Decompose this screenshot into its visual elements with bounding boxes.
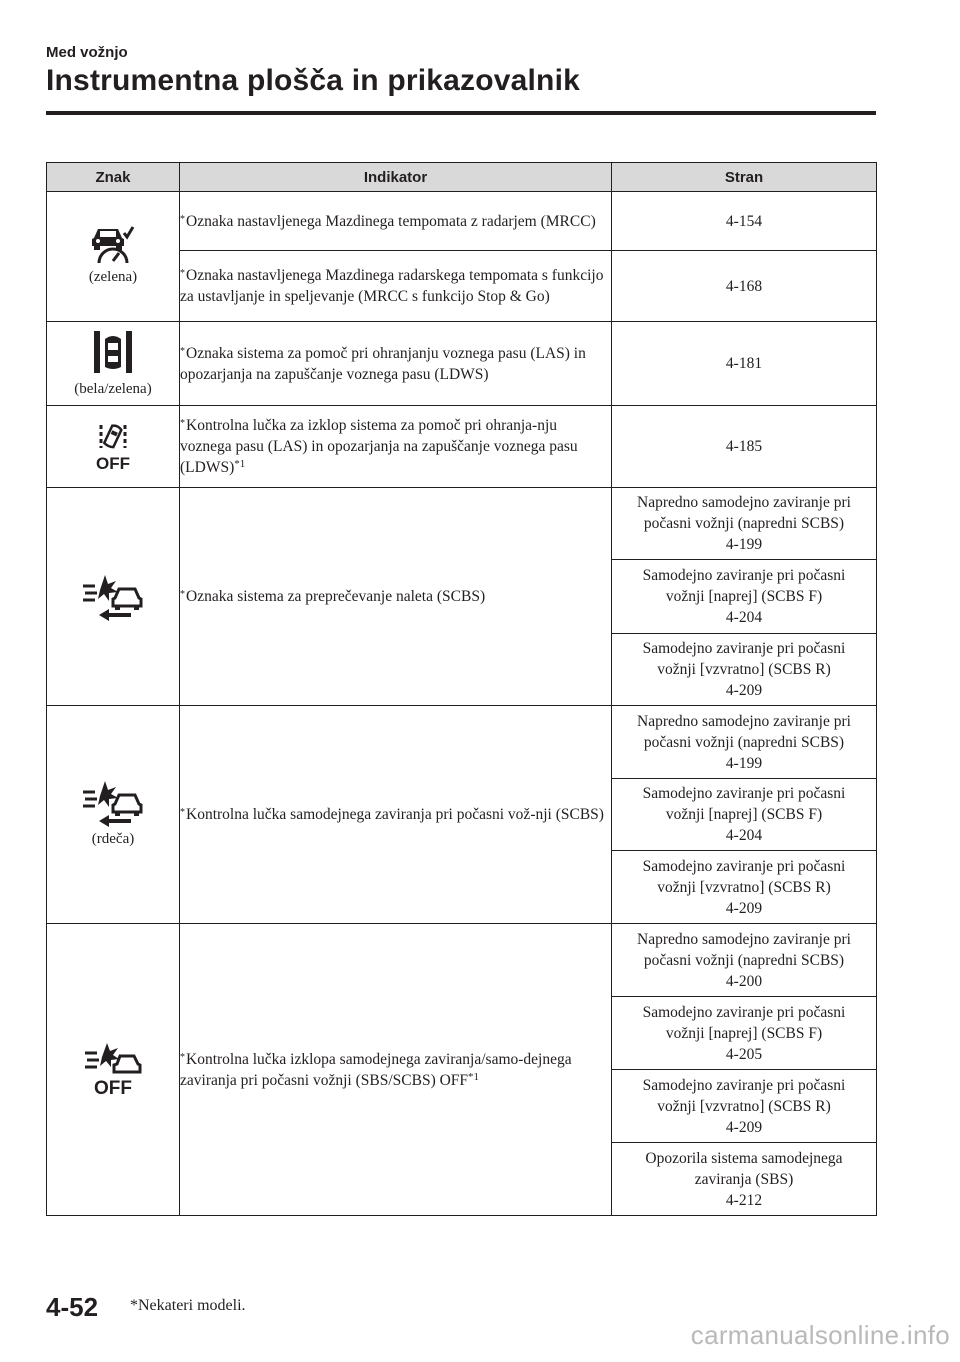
- page-ref: 4-154: [612, 192, 877, 251]
- symbol-cell: [47, 192, 180, 322]
- page-ref: Samodejno zaviranje pri počasni vožnji [vzvratno] (SCBS R) 4-209: [612, 851, 877, 924]
- indicator-description: *Oznaka nastavljenega Mazdinega radarskega tempomata s funkcijo za ustavljanje in speljevanje (MRCC s funkcijo Stop & Go): [180, 251, 612, 322]
- page-ref: Opozorila sistema samodejnega zaviranja (SBS) 4-212: [612, 1143, 877, 1216]
- svg-text:OFF: OFF: [94, 1077, 132, 1098]
- symbol-cell: [47, 706, 180, 924]
- table-row: [47, 322, 877, 406]
- title-rule: [46, 111, 876, 115]
- indicator-description: *Oznaka sistema za pomoč pri ohranjanju voznega pasu (LAS) in opozarjanja na zapuščanje voznega pasu (LDWS): [180, 322, 612, 406]
- page-ref: Samodejno zaviranje pri počasni vožnji [naprej] (SCBS F) 4-205: [612, 997, 877, 1070]
- symbol-caption: (bela/zelena): [74, 381, 152, 397]
- symbol-cell: [47, 488, 180, 706]
- table-row: [47, 706, 877, 779]
- col-indicator-header: Indikator: [180, 163, 612, 192]
- page-ref: Samodejno zaviranje pri počasni vožnji [vzvratno] (SCBS R) 4-209: [612, 634, 877, 706]
- page-ref: Napredno samodejno zaviranje pri počasni vožnji (napredni SCBS) 4-199: [612, 706, 877, 779]
- page-title: Instrumentna plošča in prikazovalnik: [46, 64, 581, 97]
- page-ref: 4-168: [612, 251, 877, 322]
- footnote-ref: *1: [468, 1070, 480, 1083]
- page-ref: 4-181: [612, 322, 877, 406]
- scbs-collision-red-icon: [81, 779, 145, 827]
- lane-assist-off-icon: [91, 422, 135, 472]
- mrcc-car-gauge-icon: [90, 225, 136, 265]
- footnote: *Nekateri modeli.: [130, 1297, 246, 1314]
- footnote-ref: *1: [234, 458, 246, 470]
- symbol-caption: (rdeča): [91, 831, 135, 847]
- symbol-cell: [47, 406, 180, 488]
- page-ref: Samodejno zaviranje pri počasni vožnji [naprej] (SCBS F) 4-204: [612, 560, 877, 634]
- page-ref: Napredno samodejno zaviranje pri počasni vožnji (napredni SCBS) 4-200: [612, 924, 877, 997]
- sbs-scbs-off-icon: [81, 1042, 145, 1098]
- indicator-description: *Kontrolna lučka za izklop sistema za pomoč pri ohranja-nju voznega pasu (LAS) in opozarjanja na zapuščanje voznega pasu (LDWS)$^{*1}$: [180, 406, 612, 488]
- page-ref: Samodejno zaviranje pri počasni vožnji [vzvratno] (SCBS R) 4-209: [612, 1070, 877, 1143]
- col-symbol-header: Znak: [47, 163, 180, 192]
- page-ref: 4-185: [612, 406, 877, 488]
- page-ref: Napredno samodejno zaviranje pri počasni vožnji (napredni SCBS) 4-199: [612, 488, 877, 560]
- page-number: 4-52: [46, 1292, 99, 1322]
- symbol-caption: (zelena): [88, 269, 138, 285]
- page-ref: Samodejno zaviranje pri počasni vožnji [naprej] (SCBS F) 4-204: [612, 779, 877, 851]
- indicator-table: [46, 162, 877, 1216]
- indicator-description: *Kontrolna lučka samodejnega zaviranja pri počasni vož-nji (SCBS): [180, 706, 612, 924]
- col-page-header: Stran: [612, 163, 877, 192]
- indicator-description: *Oznaka nastavljenega Mazdinega tempomata z radarjem (MRCC): [180, 192, 612, 251]
- table-row: [47, 192, 877, 251]
- watermark: carmanualsonline.info: [690, 1320, 950, 1350]
- table-row: [47, 406, 877, 488]
- indicator-description: *Kontrolna lučka izklopa samodejnega zaviranja/samo-dejnega zaviranja pri počasni vožnji (SBS/SCBS) OFF$^{*1}$: [180, 924, 612, 1216]
- scbs-collision-icon: [81, 573, 145, 621]
- symbol-cell: [47, 322, 180, 406]
- indicator-description: *Oznaka sistema za preprečevanje naleta (SCBS): [180, 488, 612, 706]
- symbol-cell: [47, 924, 180, 1216]
- table-row: [47, 924, 877, 997]
- table-header-row: [47, 163, 877, 192]
- svg-text:OFF: OFF: [96, 453, 130, 472]
- section-label: Med vožnjo: [46, 44, 128, 61]
- lane-keep-assist-icon: [92, 327, 134, 377]
- table-row: [47, 488, 877, 560]
